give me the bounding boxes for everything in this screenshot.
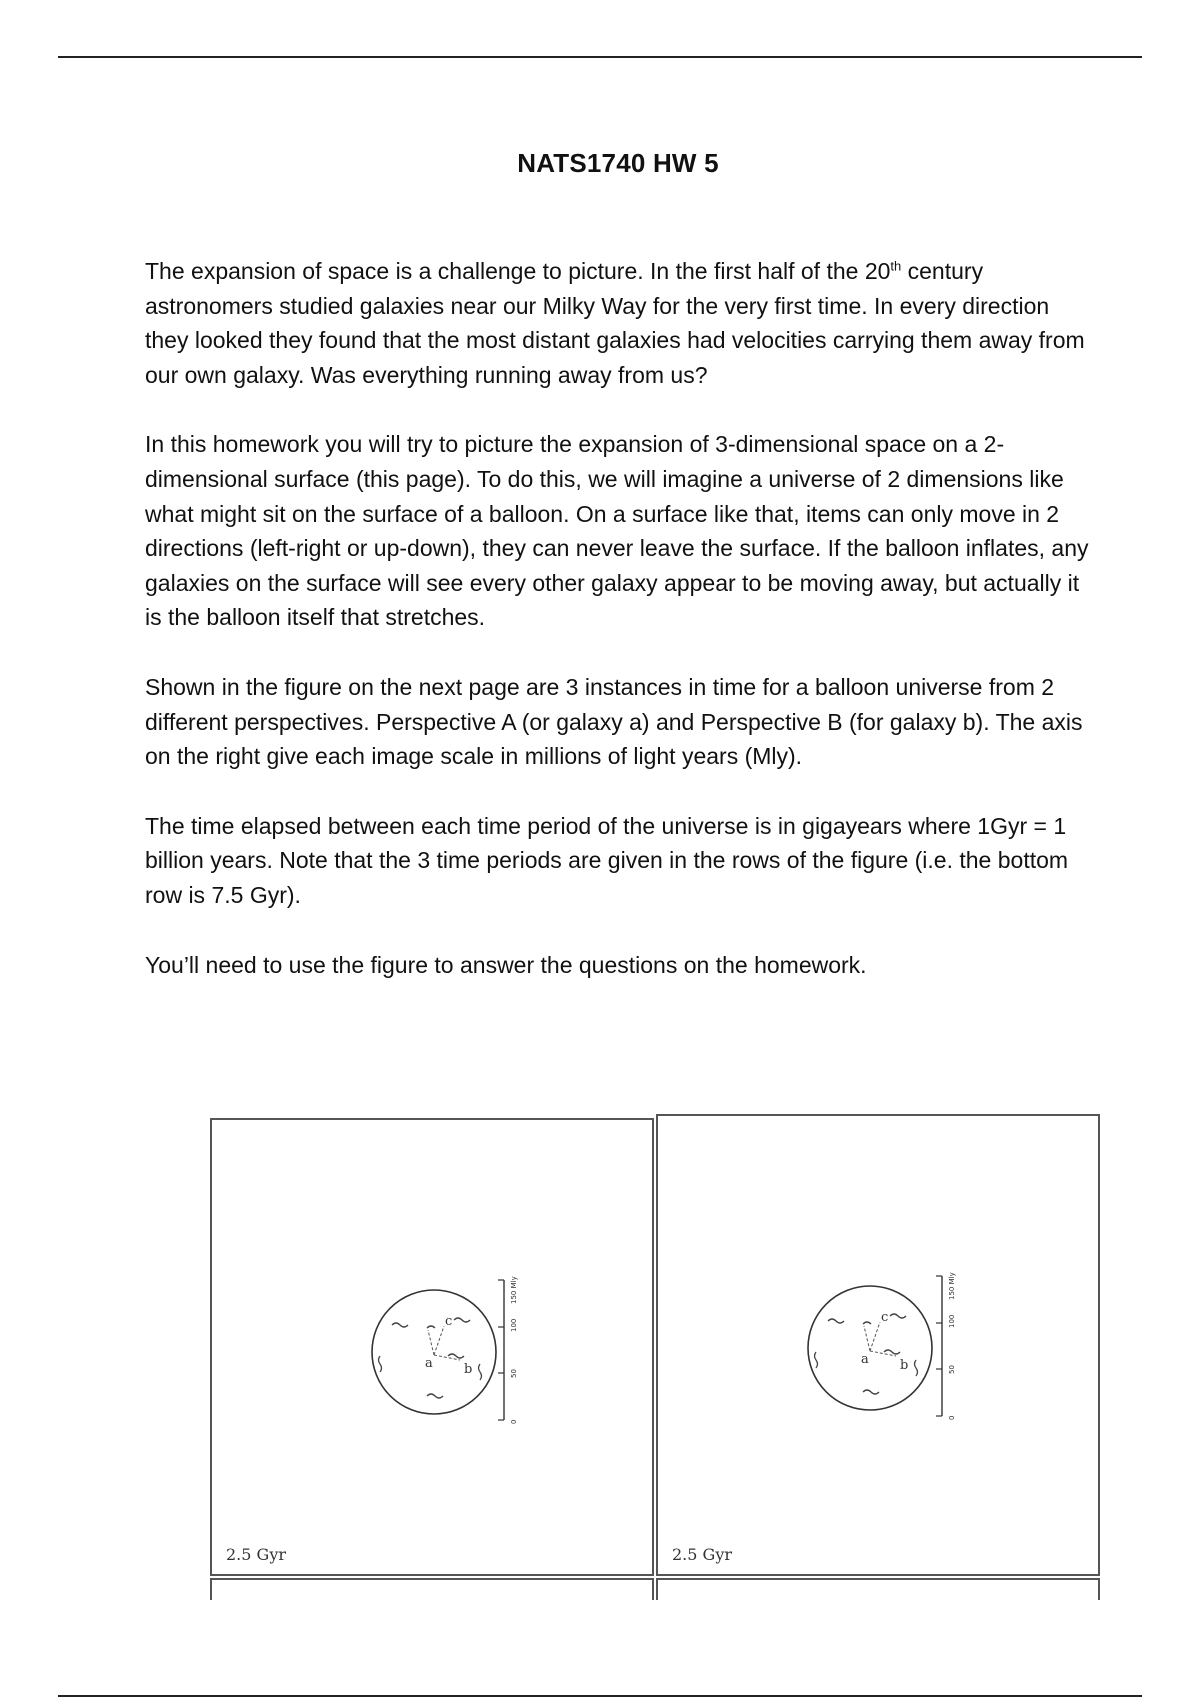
galaxy-squiggle — [815, 1352, 818, 1368]
galaxy-c-label: c — [881, 1310, 889, 1325]
scale-tick-label: 50 — [510, 1369, 518, 1378]
superscript: th — [890, 258, 902, 274]
galaxy-b-label: b — [464, 1362, 473, 1377]
galaxy-squiggle — [427, 1394, 443, 1398]
distance-line — [428, 1330, 434, 1355]
page-title: NATS1740 HW 5 — [517, 148, 719, 178]
galaxy-squiggle — [863, 1390, 879, 1394]
galaxy-squiggle — [828, 1319, 844, 1323]
galaxy-squiggle — [890, 1314, 906, 1318]
footer-rule — [58, 1695, 1142, 1697]
galaxy-a-label: a — [425, 1356, 433, 1371]
perspective-a-panel — [210, 1118, 654, 1576]
galaxy-squiggle — [454, 1318, 470, 1322]
distance-line — [864, 1326, 870, 1351]
galaxy-squiggle — [884, 1350, 900, 1354]
galaxy-b-label: b — [900, 1358, 909, 1373]
scale-tick-label: 0 — [510, 1419, 518, 1424]
header-rule — [58, 56, 1142, 58]
perspective-b-panel — [656, 1114, 1100, 1576]
galaxy-squiggle — [392, 1323, 408, 1327]
paragraph-3: Shown in the figure on the next page are 3 instances in time for a balloon universe from 2 different perspectives. Perspective A (or galaxy a) and Perspective B (for galaxy b). The axis on the right give each image scale in millions of light years (Mly). — [145, 673, 1083, 770]
balloon-drawing — [212, 1120, 656, 1578]
galaxy-squiggle — [479, 1364, 482, 1380]
paragraph-4: The time elapsed between each time period of the universe is in gigayears where 1Gyr = 1 billion years. Note that the 3 time periods are given in the rows of the figure (i.e. the bottom row is 7.5 Gyr). — [145, 812, 1069, 908]
scale-tick-label: 50 — [948, 1365, 956, 1374]
time-label: 2.5 Gyr — [672, 1545, 732, 1564]
paragraph-1-text-cont: century astronomers studied galaxies near our Milky Way for the very first time. In every direction they looked they found that the most distant galaxies had velocities carrying them away from our own galaxy. Was everything running away from us? — [145, 258, 1085, 388]
galaxy-squiggle — [863, 1322, 871, 1324]
time-label: 2.5 Gyr — [226, 1545, 286, 1564]
scale-tick-label: 150 Mly — [510, 1276, 518, 1304]
galaxy-squiggle — [379, 1356, 382, 1372]
galaxy-c-label: c — [445, 1314, 453, 1329]
scale-tick-label: 100 — [510, 1318, 518, 1332]
paragraph-2: In this homework you will try to picture the expansion of 3-dimensional space on a 2-dimensional surface (this page). To do this, we will imagine a universe of 2 dimensions like what might sit on the surface of a balloon. On a surface like that, items can only move in 2 directions (left-right or up-down), they can never leave the surface. If the balloon inflates, any galaxies on the surface will see every other galaxy appear to be moving away, but actually it is the balloon itself that stretches. — [145, 431, 1089, 631]
balloon-drawing — [658, 1116, 1102, 1578]
next-row-panel-b — [656, 1578, 1100, 1600]
galaxy-squiggle — [448, 1354, 464, 1358]
paragraph-5: You’ll need to use the figure to answer the questions on the homework. — [145, 951, 867, 978]
paragraph-1 — [145, 254, 1095, 392]
balloon-universe-figure — [210, 1118, 1104, 1600]
distance-line — [870, 1322, 880, 1351]
next-row-panel-a — [210, 1578, 654, 1600]
scale-tick-label: 100 — [948, 1314, 956, 1328]
distance-line — [434, 1326, 444, 1355]
scale-tick-label: 150 Mly — [948, 1272, 956, 1300]
document-body — [145, 254, 1095, 1017]
galaxy-a-label: a — [861, 1352, 869, 1367]
galaxy-squiggle — [427, 1326, 435, 1328]
paragraph-1-text: The expansion of space is a challenge to picture. In the first half of the 20 — [145, 258, 891, 284]
scale-tick-label: 0 — [948, 1415, 956, 1420]
galaxy-squiggle — [915, 1360, 918, 1376]
